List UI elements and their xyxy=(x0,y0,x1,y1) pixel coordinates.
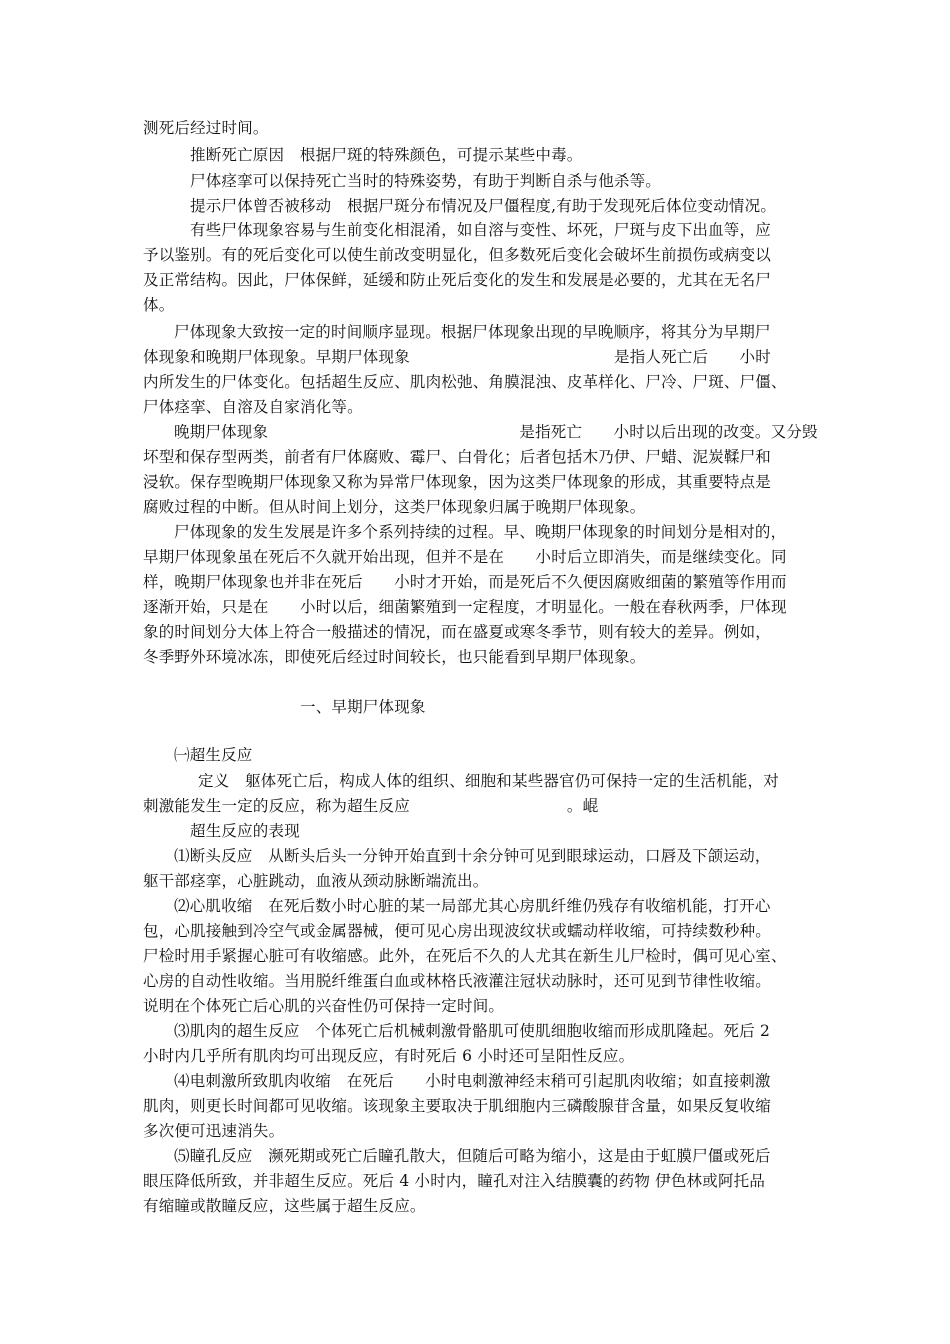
text-line: 浸软。保存型晚期尸体现象又称为异常尸体现象，因为这类尸体现象的形成，其重要特点是 xyxy=(143,473,772,491)
text-line: 逐渐开始，只是在 小时以后，细菌繁殖到一定程度，才明显化。一般在春秋两季，尸体现 xyxy=(143,598,787,616)
text-line: ⑴断头反应 从断头后头一分钟开始直到十余分钟可见到眼球运动，口唇及下颌运动， xyxy=(174,847,771,865)
text-line: 尸体现象的发生发展是许多个系列持续的过程。早、晚期尸体现象的时间划分是相对的， xyxy=(174,523,787,541)
subsection-heading: ㈠超生反应 xyxy=(174,746,253,764)
text-line: 有缩瞳或散瞳反应，这些属于超生反应。 xyxy=(143,1197,426,1215)
text-line: 眼压降低所致，并非超生反应。死后 4 小时内，瞳孔对注入结膜囊的药物 伊色林或阿托品 xyxy=(143,1172,766,1190)
text-line: 腐败过程的中断。但从时间上划分，这类尸体现象归属于晚期尸体现象。 xyxy=(143,498,646,516)
text-line: 坏型和保存型两类，前者有尸体腐败、霉尸、白骨化；后者包括木乃伊、尸蜡、泥炭鞣尸和 xyxy=(143,448,772,466)
text-line: 尸体现象大致按一定的时间顺序显现。根据尸体现象出现的早晚顺序，将其分为早期尸 xyxy=(174,323,771,341)
text-line: 超生反应的表现 xyxy=(190,822,300,840)
text-line: 心房的自动性收缩。当用脱纤维蛋白血或林格氏液灌注冠状动脉时，还可见到节律性收缩。 xyxy=(143,972,772,990)
text-line: 有些尸体现象容易与生前变化相混淆，如自溶与变性、坏死，尸斑与皮下出血等，应 xyxy=(190,221,771,239)
text-line: 尸体痉挛可以保持死亡当时的特殊姿势，有助于判断自杀与他杀等。 xyxy=(190,172,662,190)
text-line: 多次便可迅速消失。 xyxy=(143,1122,285,1140)
text-line: 测死后经过时间。 xyxy=(143,119,269,137)
text-line: 体。 xyxy=(143,296,175,314)
text-line: ⑷电刺激所致肌肉收缩 在死后 小时电刺激神经末稍可引起肌肉收缩；如直接刺激 xyxy=(174,1072,771,1090)
text-line: ⑸瞳孔反应 濒死期或死亡后瞳孔散大，但随后可略为缩小，这是由于虹膜尸僵或死后 xyxy=(174,1147,771,1165)
text-line: 样，晚期尸体现象也并非在死后 小时才开始，而是死后不久便因腐败细菌的繁殖等作用而 xyxy=(143,573,787,591)
text-line: 象的时间划分大体上符合一般描述的情况，而在盛夏或寒冬季节，则有较大的差异。例如， xyxy=(143,623,772,641)
text-line: ⑵心肌收缩 在死后数小时心脏的某一局部尤其心房肌纤维仍残存有收缩机能，打开心 xyxy=(174,897,771,915)
text-line: 予以鉴别。有的死后变化可以使生前改变明显化，但多数死后变化会破坏生前损伤或病变以 xyxy=(143,246,772,264)
text-line: 躯干部痉挛，心脏跳动，血液从颈动脉断端流出。 xyxy=(143,872,489,890)
text-line: 刺激能发生一定的反应，称为超生反应 。崐 xyxy=(143,797,599,815)
text-line: 早期尸体现象虽在死后不久就开始出现，但并不是在 小时后立即消失，而是继续变化。同 xyxy=(143,548,787,566)
text-line: 提示尸体曾否被移动 根据尸斑分布情况及尸僵程度,有助于发现死后体位变动情况。 xyxy=(190,197,777,215)
text-line: 晚期尸体现象 是指死亡 小时以后出现的改变。又分毁 xyxy=(174,423,818,441)
text-line: 推断死亡原因 根据尸斑的特殊颜色，可提示某些中毒。 xyxy=(190,146,583,164)
text-line: 冬季野外环境冰冻，即使死后经过时间较长，也只能看到早期尸体现象。 xyxy=(143,648,646,666)
text-line: 尸检时用手紧握心脏可有收缩感。此外，在死后不久的人尤其在新生儿尸检时，偶可见心室、 xyxy=(143,947,787,965)
text-line: 及正常结构。因此，尸体保鲜，延缓和防止死后变化的发生和发展是必要的，尤其在无名尸 xyxy=(143,271,772,289)
text-line: ⑶肌肉的超生反应 个体死亡后机械刺激骨骼肌可使肌细胞收缩而形成肌隆起。死后 2 xyxy=(174,1022,771,1040)
text-line: 包，心肌接触到冷空气或金属器械，便可见心房出现波纹状或蠕动样收缩，可持续数秒种。 xyxy=(143,922,772,940)
section-heading: 一、早期尸体现象 xyxy=(300,698,426,716)
text-line: 说明在个体死亡后心肌的兴奋性仍可保持一定时间。 xyxy=(143,997,505,1015)
text-line: 内所发生的尸体变化。包括超生反应、肌肉松弛、角膜混浊、皮革样化、尸冷、尸斑、尸僵、 xyxy=(143,373,787,391)
text-line: 体现象和晚期尸体现象。早期尸体现象 是指人死亡后 小时 xyxy=(143,348,772,366)
text-line: 定义 躯体死亡后，构成人体的组织、细胞和某些器官仍可保持一定的生活机能，对 xyxy=(198,772,779,790)
text-line: 小时内几乎所有肌肉均可出现反应，有时死后 6 小时还可呈阳性反应。 xyxy=(143,1047,635,1065)
text-line: 尸体痉挛、自溶及自家消化等。 xyxy=(143,398,363,416)
text-line: 肌肉，则更长时间都可见收缩。该现象主要取决于肌细胞内三磷酸腺苷含量，如果反复收缩 xyxy=(143,1097,772,1115)
